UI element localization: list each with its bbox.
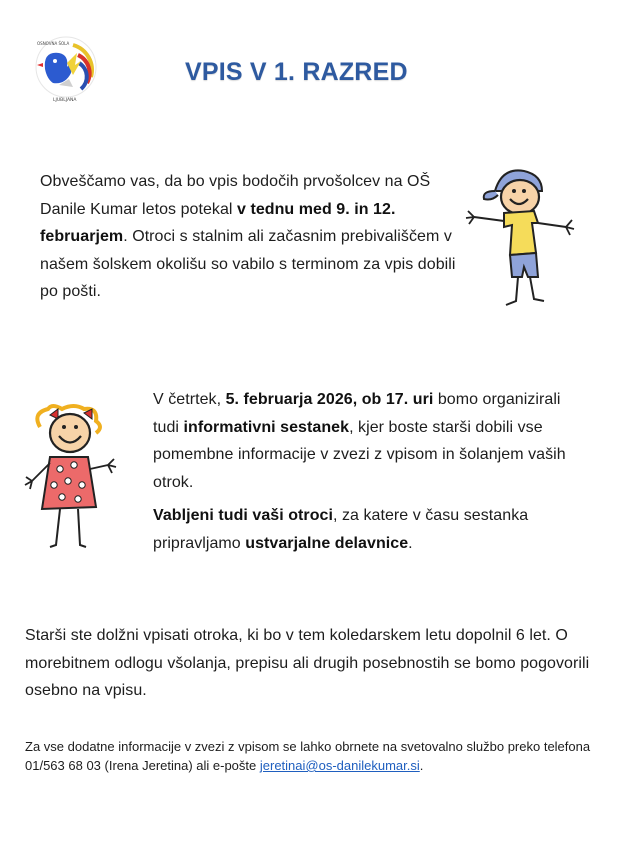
boy-with-cap-icon (462, 163, 580, 308)
meeting-name: informativni sestanek (183, 418, 350, 436)
email-link[interactable]: jeretinai@os-danilekumar.si (259, 758, 420, 773)
info-meeting-paragraph (153, 386, 573, 496)
text: , za katere v času sestanka pripravljamo (153, 507, 529, 552)
invite-children: Vabljeni tudi vaši otroci (153, 507, 333, 524)
enrollment-dates: v tednu med 9. in 12. februarjem (40, 200, 396, 245)
contact-paragraph (25, 737, 605, 775)
text: Obveščamo vas, da bo vpis bodočih prvošolcev na OŠ Danile Kumar letos potekal (40, 173, 431, 218)
text: . Otroci s stalnim ali začasnim prebivališčem v našem šolskem okolišu so vabilo s terminom za vpis dobili po pošti. (40, 228, 456, 300)
children-workshops-paragraph (153, 502, 573, 557)
text: V četrtek, (153, 391, 226, 408)
girl-with-dress-icon (22, 403, 122, 548)
text: Za vse dodatne informacije v zvezi z vpisom se lahko obrnete na svetovalno službo preko telefona 01/563 68 03 (Irena Jeretina) ali e-pošte (25, 739, 591, 773)
text: , kjer boste starši dobili vse pomembne informacije v zvezi z vpisom in šolanjem vaših otrok. (153, 418, 566, 491)
text: bomo organizirali tudi (153, 391, 561, 436)
text: . (408, 534, 413, 552)
meeting-date: 5. februarja 2026, ob 17. uri (225, 391, 434, 408)
enrollment-info-paragraph (40, 168, 460, 306)
svg-text:LJUBLJANA: LJUBLJANA (53, 98, 77, 103)
school-logo-icon (33, 33, 99, 105)
workshops: ustvarjalne delavnice (245, 534, 409, 552)
text: . (419, 758, 424, 773)
svg-text:OSNOVNA ŠOLA: OSNOVNA ŠOLA (37, 41, 70, 46)
obligation-paragraph: Starši ste dolžni vpisati otroka, ki bo v tem koledarskem letu dopolnil 6 let. O morebitnem odlogu všolanja, prepisu ali drugih posebnostih se bomo pogovorili osebno na vpisu. (25, 627, 590, 699)
page-title: VPIS V 1. RAZRED (185, 58, 408, 86)
